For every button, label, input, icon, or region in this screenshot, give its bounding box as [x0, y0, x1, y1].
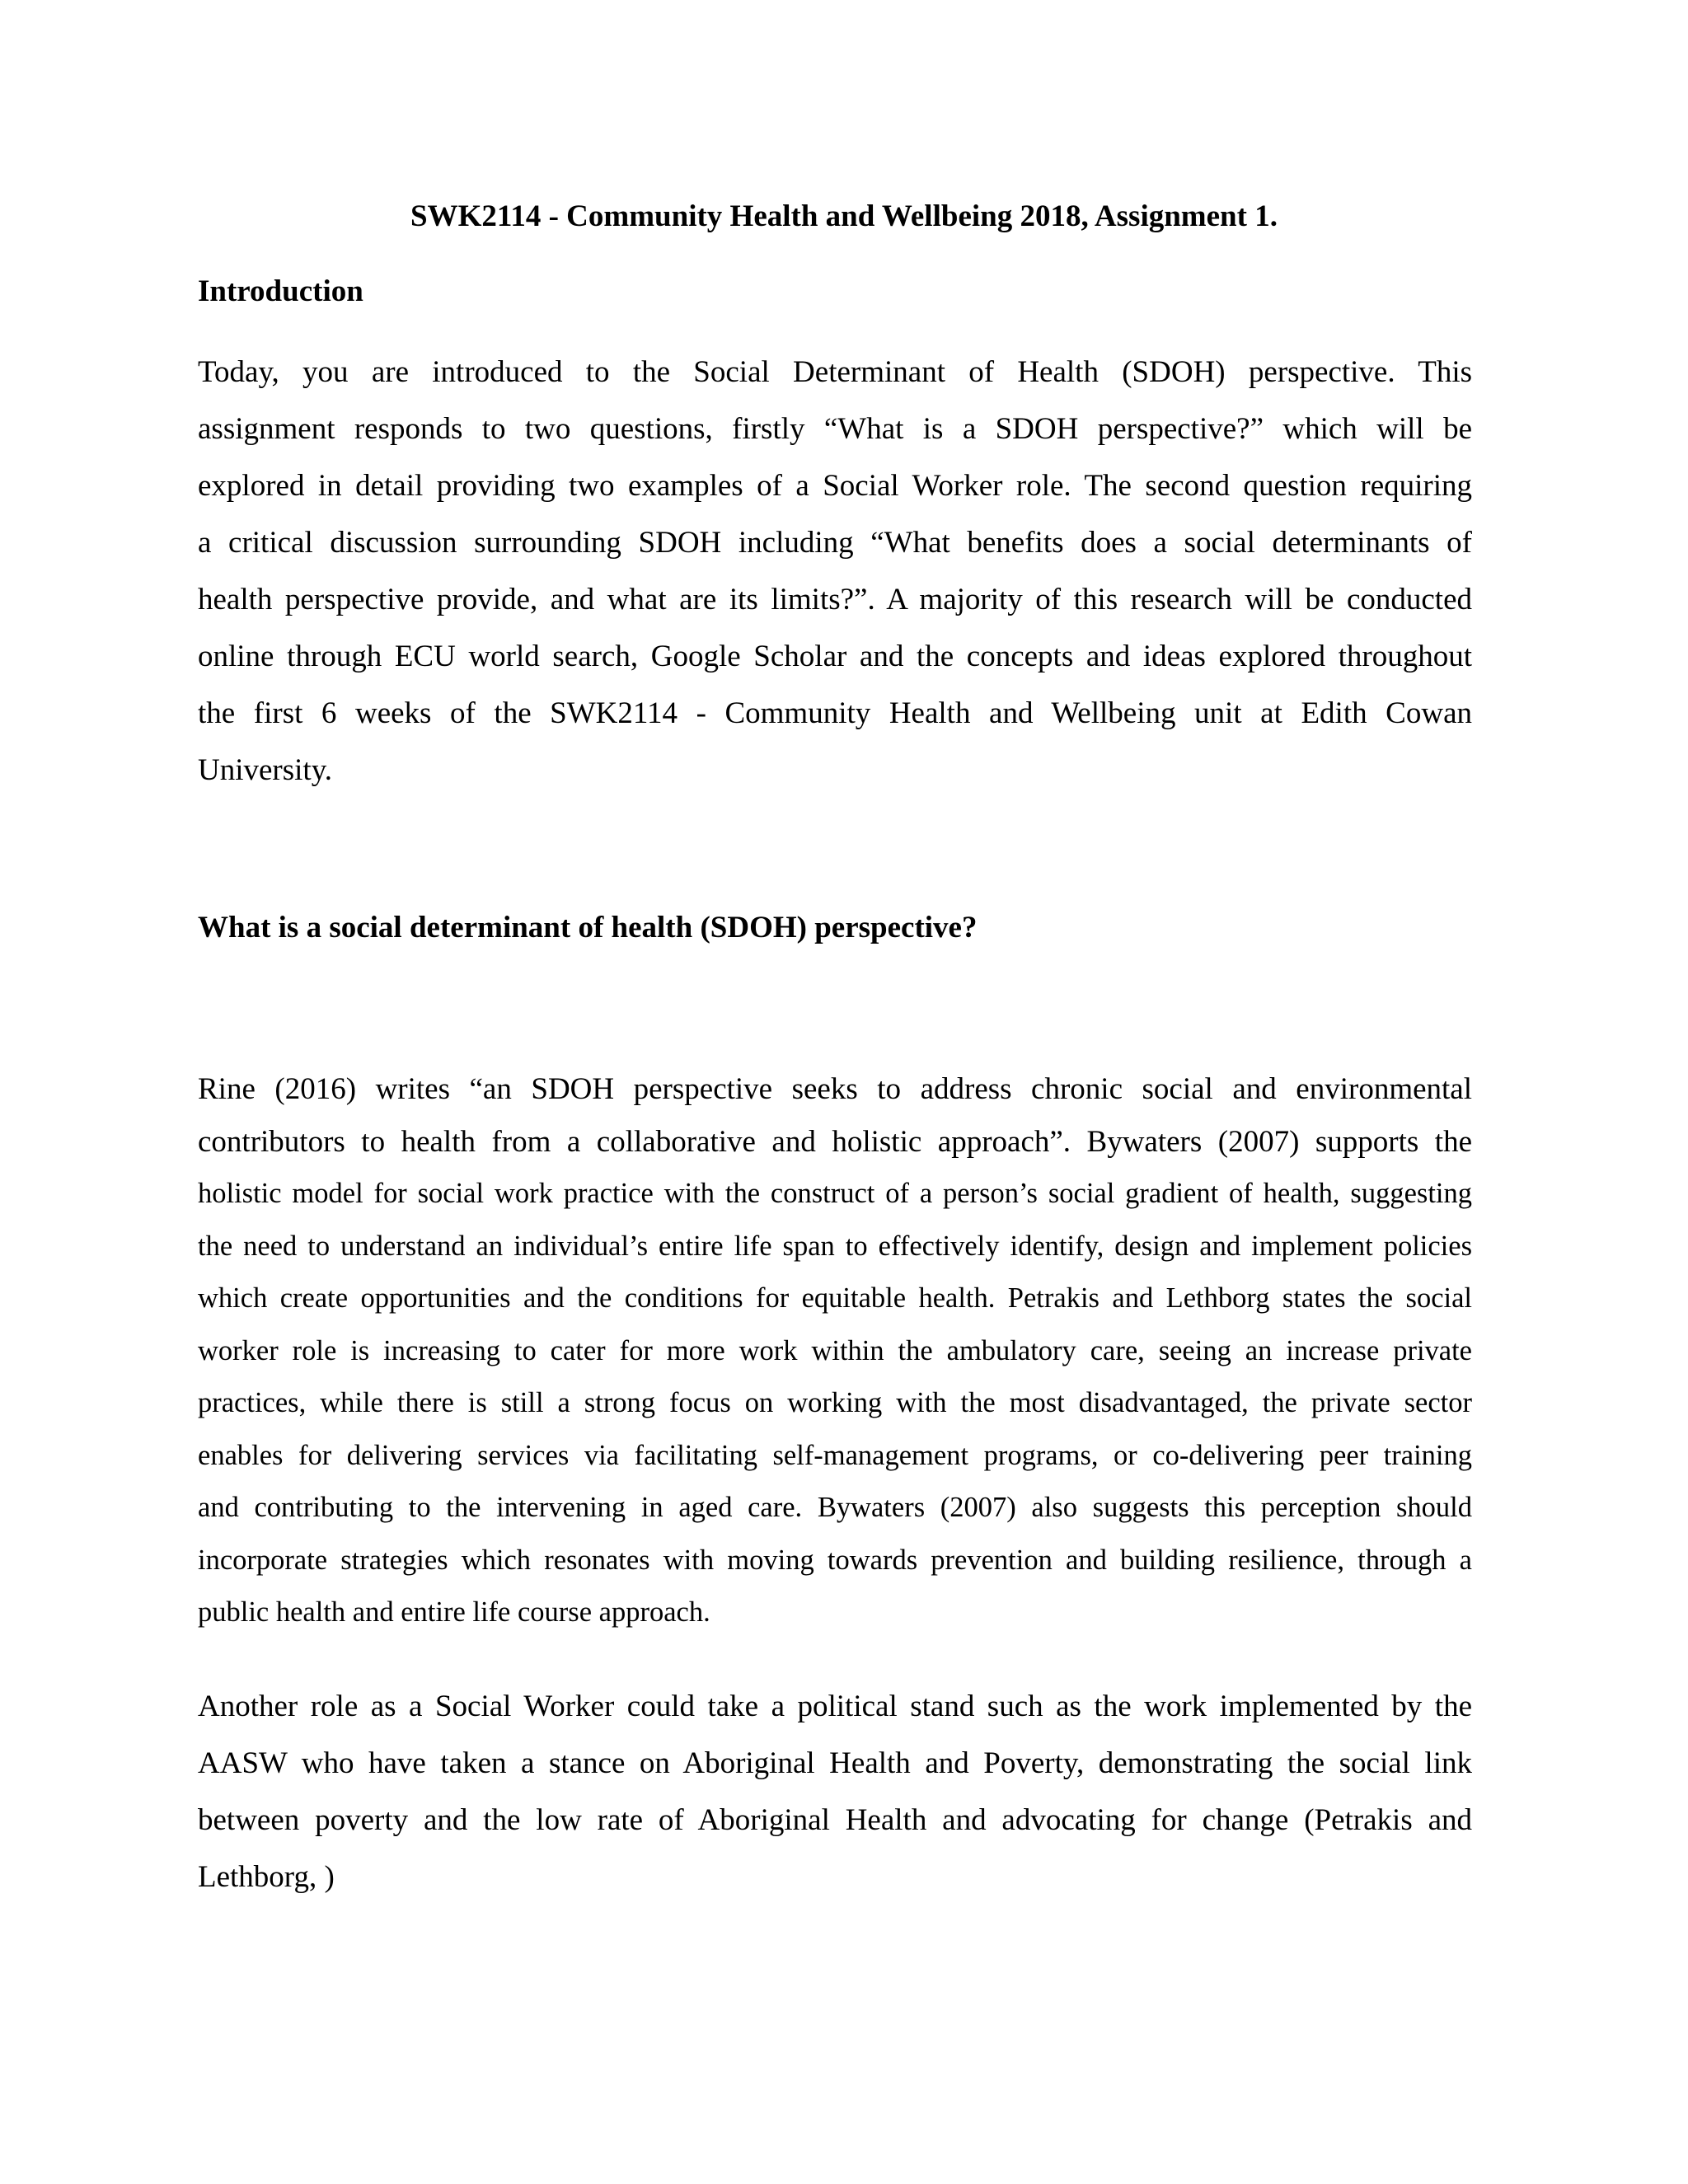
paragraph-line: University. — [198, 753, 333, 787]
sdoh-paragraph-1 — [198, 1063, 1472, 1639]
paragraph-line: Today, you are introduced to the Social Determinant of Health (SDOH) perspective. This — [198, 355, 1472, 389]
introduction-paragraph — [198, 344, 1472, 799]
paragraph-line: the need to understand an individual’s entire life span to effectively identify, design and implement policies — [198, 1230, 1472, 1262]
paragraph-line: which create opportunities and the conditions for equitable health. Petrakis and Lethborg states the social — [198, 1282, 1472, 1314]
paragraph-line: Lethborg, ) — [198, 1860, 335, 1894]
paragraph-line: contributors to health from a collaborative and holistic approach”. Bywaters (2007) supports the — [198, 1124, 1472, 1159]
sdoh-paragraph-2 — [198, 1678, 1472, 1905]
paragraph-line: and contributing to the intervening in aged care. Bywaters (2007) also suggests this perception should — [198, 1492, 1472, 1523]
paragraph-line: a critical discussion surrounding SDOH including “What benefits does a social determinants of — [198, 526, 1472, 560]
section-heading-sdoh-perspective: What is a social determinant of health (SDOH) perspective? — [198, 911, 978, 944]
document-title: SWK2114 - Community Health and Wellbeing 2018, Assignment 1. — [410, 199, 1278, 233]
paragraph-line: public health and entire life course approach. — [198, 1596, 710, 1628]
paragraph-line: holistic model for social work practice with the construct of a person’s social gradient of health, suggesting — [198, 1178, 1472, 1209]
paragraph-line: practices, while there is still a strong focus on working with the most disadvantaged, the private sector — [198, 1387, 1472, 1418]
paragraph-line: the first 6 weeks of the SWK2114 - Community Health and Wellbeing unit at Edith Cowan — [198, 696, 1472, 730]
paragraph-line: between poverty and the low rate of Aboriginal Health and advocating for change (Petrakis and — [198, 1803, 1472, 1837]
paragraph-line: enables for delivering services via facilitating self-management programs, or co-delivering peer training — [198, 1439, 1472, 1471]
paragraph-line: Rine (2016) writes “an SDOH perspective seeks to address chronic social and environmental — [198, 1072, 1472, 1106]
paragraph-line: online through ECU world search, Google Scholar and the concepts and ideas explored throughout — [198, 640, 1472, 673]
paragraph-line: AASW who have taken a stance on Aboriginal Health and Poverty, demonstrating the social link — [198, 1746, 1472, 1780]
paragraph-line: explored in detail providing two examples of a Social Worker role. The second question requiring — [198, 469, 1472, 503]
section-heading-introduction: Introduction — [198, 274, 363, 308]
paragraph-line: incorporate strategies which resonates with moving towards prevention and building resilience, through a — [198, 1544, 1472, 1576]
paragraph-line: Another role as a Social Worker could take a political stand such as the work implemented by the — [198, 1690, 1472, 1723]
paragraph-line: worker role is increasing to cater for more work within the ambulatory care, seeing an increase private — [198, 1334, 1472, 1366]
paragraph-line: health perspective provide, and what are its limits?”. A majority of this research will be conducted — [198, 583, 1472, 616]
paragraph-line: assignment responds to two questions, firstly “What is a SDOH perspective?” which will be — [198, 412, 1472, 446]
